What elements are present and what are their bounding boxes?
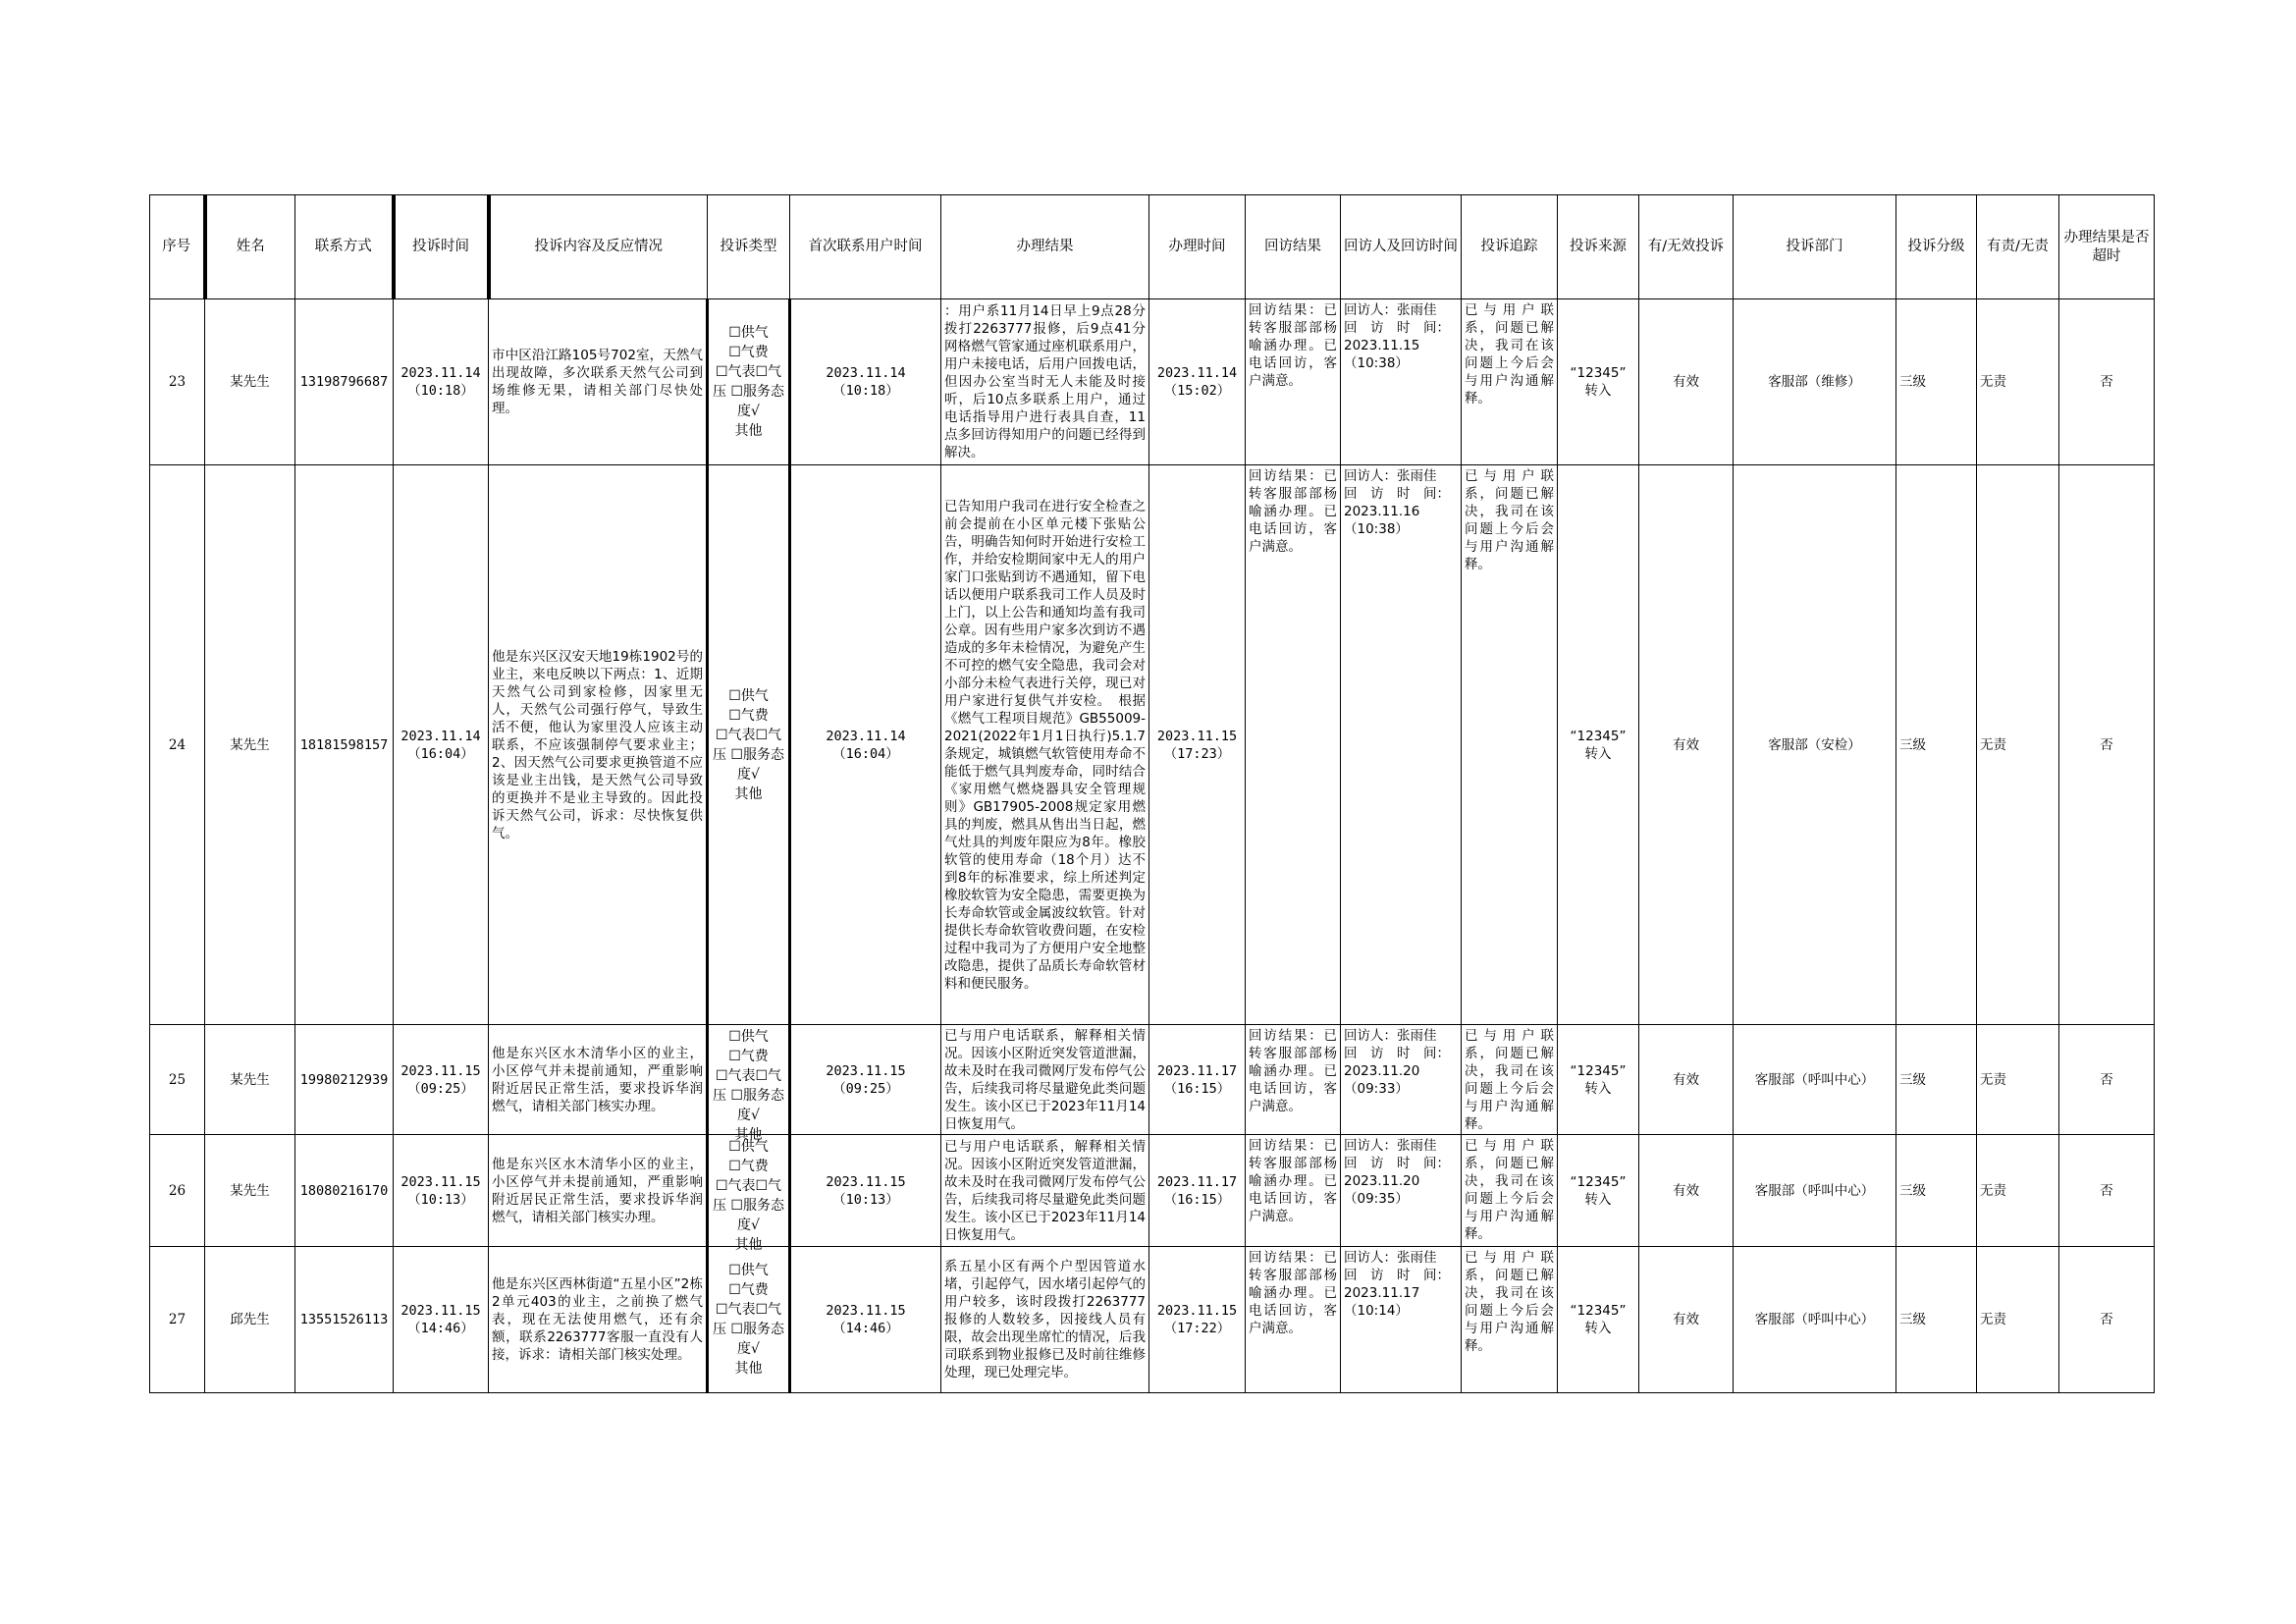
header-cell: 首次联系用户时间 xyxy=(790,195,941,299)
liability xyxy=(1977,1135,2059,1247)
complaint-content xyxy=(489,1025,708,1135)
customer-phone xyxy=(295,1247,394,1393)
complaint-tracking-text: 已与用户联系，问题已解决，我司在该问题上今后会与用户沟通解释。 xyxy=(1465,1138,1554,1242)
complaint-tracking-text: 已与用户联系，问题已解决，我司在该问题上今后会与用户沟通解释。 xyxy=(1465,1028,1554,1132)
table-row xyxy=(150,465,2155,1025)
department xyxy=(1734,1247,1896,1393)
complaint-type-text: ☐供气 ☐气费 ☐气表☐气压 ☐服务态度√ 其他 xyxy=(712,1263,784,1377)
department xyxy=(1734,465,1896,1025)
row-number-text: 26 xyxy=(168,1182,187,1199)
complaint-table xyxy=(149,194,2155,1393)
customer-phone xyxy=(295,1025,394,1135)
customer-name xyxy=(205,465,295,1025)
customer-phone-text: 19980212939 xyxy=(299,1071,389,1088)
complaint-time-text: 2023.11.15 （10:13） xyxy=(400,1173,481,1208)
customer-phone xyxy=(295,299,394,465)
complaint-source-text: “12345” 转入 xyxy=(1570,1303,1627,1336)
complaint-content-text: 他是东兴区水木清华小区的业主，小区停气并未提前通知，严重影响附近居民正常生活，要求投诉华润燃气，请相关部门核实办理。 xyxy=(492,1156,703,1225)
handling-result-text: 系五星小区有两个户型因管道水堵，引起停气，因水堵引起停气的用户较多，该时段拨打2263777报修的人数较多，因接线人员有限，故会出现坐席忙的情况，后我司联系到物业报修已及时前往维修处理，现已处理完毕。 xyxy=(944,1259,1146,1380)
complaint-source xyxy=(1558,1135,1639,1247)
complaint-tracking-text: 已与用户联系，问题已解决，我司在该问题上今后会与用户沟通解释。 xyxy=(1465,468,1554,572)
complaint-level-text: 三级 xyxy=(1899,1182,1926,1199)
overtime-flag-text: 否 xyxy=(2100,1071,2113,1088)
complaint-content xyxy=(489,1135,708,1247)
header-cell: 投诉追踪 xyxy=(1462,195,1558,299)
header-cell: 办理结果 xyxy=(941,195,1149,299)
row-number xyxy=(150,299,205,465)
row-number-text: 25 xyxy=(168,1071,187,1088)
complaint-content-text: 他是东兴区西林街道“五星小区”2栋2单元403的业主，之前换了燃气表，现在无法使用燃气，还有余额，联系2263777客服一直没有人接，诉求：请相关部门核实处理。 xyxy=(492,1276,703,1363)
customer-phone-text: 13198796687 xyxy=(299,374,389,390)
handling-time xyxy=(1149,1247,1246,1393)
complaint-time xyxy=(394,299,489,465)
complaint-level xyxy=(1896,1025,1977,1135)
visitor-and-time-text: 回访人：张雨佳 回 访 时 间： 2023.11.17 （10:14） xyxy=(1344,1250,1450,1319)
department-text: 客服部（安检） xyxy=(1768,736,1861,753)
table-row xyxy=(150,1135,2155,1247)
department xyxy=(1734,1135,1896,1247)
complaint-level xyxy=(1896,465,1977,1025)
handling-result-text: 已与用户电话联系，解释相关情况。因该小区附近突发管道泄漏，故未及时在我司微网厅发布停气公告，后续我司将尽量避免此类问题发生。该小区已于2023年11月14日恢复用气。 xyxy=(944,1028,1146,1132)
liability xyxy=(1977,299,2059,465)
complaint-content-text: 他是东兴区水木清华小区的业主，小区停气并未提前通知，严重影响附近居民正常生活，要求投诉华润燃气，请相关部门核实办理。 xyxy=(492,1045,703,1114)
department-text: 客服部（呼叫中心） xyxy=(1754,1312,1875,1327)
complaint-time-text: 2023.11.14 （16:04） xyxy=(400,728,481,762)
complaint-time xyxy=(394,1025,489,1135)
header-cell: 回访人及回访时间 xyxy=(1341,195,1462,299)
handling-result xyxy=(941,1247,1149,1393)
visit-result xyxy=(1246,465,1341,1025)
visitor-and-time-text: 回访人：张雨佳 回 访 时 间： 2023.11.20 （09:33） xyxy=(1344,1028,1450,1097)
header-cell: 投诉来源 xyxy=(1558,195,1639,299)
complaint-tracking xyxy=(1462,1135,1558,1247)
customer-name-text: 某先生 xyxy=(230,1182,270,1199)
visitor-and-time xyxy=(1341,1025,1462,1135)
overtime-flag-text: 否 xyxy=(2100,374,2113,390)
first-contact-time-text: 2023.11.15 （09:25） xyxy=(826,1062,906,1097)
complaint-time-text: 2023.11.15 （09:25） xyxy=(400,1062,481,1097)
customer-phone xyxy=(295,1135,394,1247)
handling-time-text: 2023.11.15 （17:23） xyxy=(1156,728,1238,762)
first-contact-time xyxy=(790,465,941,1025)
handling-time-text: 2023.11.17 （16:15） xyxy=(1156,1062,1238,1097)
first-contact-time xyxy=(790,1247,941,1393)
complaint-source-text: “12345” 转入 xyxy=(1570,1173,1627,1208)
liability xyxy=(1977,465,2059,1025)
overtime-flag-text: 否 xyxy=(2100,1312,2113,1327)
visit-result-text: 回访结果：已转客服部部杨喻涵办理。已电话回访，客户满意。 xyxy=(1249,468,1337,555)
visitor-and-time-text: 回访人：张雨佳 回 访 时 间： 2023.11.16 （10:38） xyxy=(1344,468,1450,537)
complaint-source xyxy=(1558,1247,1639,1393)
first-contact-time xyxy=(790,299,941,465)
complaint-content xyxy=(489,465,708,1025)
row-number xyxy=(150,465,205,1025)
liability-text: 无责 xyxy=(1980,1182,2006,1199)
header-cell: 序号 xyxy=(150,195,205,299)
visit-result xyxy=(1246,1025,1341,1135)
complaint-type xyxy=(708,465,790,1025)
customer-name-text: 某先生 xyxy=(230,1071,270,1088)
customer-name-text: 邱先生 xyxy=(230,1312,270,1327)
customer-name xyxy=(205,1135,295,1247)
validity xyxy=(1639,465,1734,1025)
complaint-source-text: “12345” 转入 xyxy=(1570,365,1627,399)
customer-name xyxy=(205,299,295,465)
header-cell: 投诉类型 xyxy=(708,195,790,299)
handling-result-text: 已与用户电话联系，解释相关情况。因该小区附近突发管道泄漏，故未及时在我司微网厅发布停气公告，后续我司将尽量避免此类问题发生。该小区已于2023年11月14日恢复用气。 xyxy=(944,1138,1146,1243)
visit-result xyxy=(1246,299,1341,465)
validity-text: 有效 xyxy=(1673,1182,1699,1199)
row-number-text: 23 xyxy=(168,374,187,390)
complaint-tracking xyxy=(1462,465,1558,1025)
complaint-content-text: 市中区沿江路105号702室，天然气出现故障，多次联系天然气公司到场维修无果，请相关部门尽快处理。 xyxy=(492,348,703,416)
table-row xyxy=(150,299,2155,465)
validity-text: 有效 xyxy=(1673,736,1699,753)
department xyxy=(1734,1025,1896,1135)
header-cell: 投诉时间 xyxy=(394,195,489,299)
row-number xyxy=(150,1247,205,1393)
table-row xyxy=(150,1247,2155,1393)
complaint-tracking-text: 已与用户联系，问题已解决，我司在该问题上今后会与用户沟通解释。 xyxy=(1465,1250,1554,1354)
customer-name xyxy=(205,1025,295,1135)
liability-text: 无责 xyxy=(1980,1312,2006,1327)
handling-time-text: 2023.11.17 （16:15） xyxy=(1156,1173,1238,1208)
complaint-source xyxy=(1558,465,1639,1025)
complaint-level xyxy=(1896,299,1977,465)
first-contact-time-text: 2023.11.15 （10:13） xyxy=(826,1173,906,1208)
header-cell: 投诉内容及反应情况 xyxy=(489,195,708,299)
department-text: 客服部（呼叫中心） xyxy=(1754,1182,1875,1199)
complaint-type xyxy=(708,1247,790,1393)
complaint-type xyxy=(708,1025,790,1143)
complaint-level-text: 三级 xyxy=(1899,1071,1926,1088)
visitor-and-time xyxy=(1341,299,1462,465)
overtime-flag-text: 否 xyxy=(2100,1182,2113,1199)
complaint-level-text: 三级 xyxy=(1899,1312,1926,1327)
handling-time xyxy=(1149,1025,1246,1135)
complaint-time-text: 2023.11.14 （10:18） xyxy=(400,365,481,399)
complaint-type-text: ☐供气 ☐气费 ☐气表☐气压 ☐服务态度√ 其他 xyxy=(712,1139,784,1253)
handling-result xyxy=(941,1135,1149,1247)
row-number xyxy=(150,1025,205,1135)
complaint-source-text: “12345” 转入 xyxy=(1570,1062,1627,1097)
complaint-content-text: 他是东兴区汉安天地19栋1902号的业主，来电反映以下两点：1、近期天然气公司到家检修，因家里无人，天然气公司强行停气，导致生活不便，他认为家里没人应该主动联系，不应该强制停气要求业主；2、因天然气公司要求更换管道不应该是业主出钱，是天然气公司导致的更换并不是业主导致的。因此投诉天然气公司，诉求：尽快恢复供气。 xyxy=(492,648,703,841)
visitor-and-time xyxy=(1341,1135,1462,1247)
row-number-text: 27 xyxy=(168,1312,187,1327)
complaint-source xyxy=(1558,1025,1639,1135)
customer-phone xyxy=(295,465,394,1025)
complaint-level-text: 三级 xyxy=(1899,736,1926,753)
visit-result xyxy=(1246,1247,1341,1393)
liability-text: 无责 xyxy=(1980,736,2006,753)
complaint-type xyxy=(708,299,790,465)
overtime-flag xyxy=(2059,1247,2155,1393)
customer-phone-text: 18181598157 xyxy=(299,736,389,753)
overtime-flag xyxy=(2059,465,2155,1025)
complaint-level-text: 三级 xyxy=(1899,374,1926,390)
customer-name xyxy=(205,1247,295,1393)
header-cell: 投诉分级 xyxy=(1896,195,1977,299)
visitor-and-time xyxy=(1341,1247,1462,1393)
visitor-and-time-text: 回访人：张雨佳 回 访 时 间： 2023.11.20 （09:35） xyxy=(1344,1138,1450,1207)
handling-time xyxy=(1149,465,1246,1025)
complaint-time xyxy=(394,1135,489,1247)
complaint-time-text: 2023.11.15 （14:46） xyxy=(400,1303,481,1336)
first-contact-time-text: 2023.11.14 （16:04） xyxy=(826,728,906,762)
department-text: 客服部（维修） xyxy=(1768,374,1861,390)
header-row xyxy=(150,195,2155,299)
visit-result-text: 回访结果：已转客服部部杨喻涵办理。已电话回访，客户满意。 xyxy=(1249,1138,1337,1224)
visit-result-text: 回访结果：已转客服部部杨喻涵办理。已电话回访，客户满意。 xyxy=(1249,1250,1337,1336)
table-body xyxy=(150,299,2155,1393)
liability-text: 无责 xyxy=(1980,1071,2006,1088)
table-row xyxy=(150,1025,2155,1135)
liability xyxy=(1977,1247,2059,1393)
row-number xyxy=(150,1135,205,1247)
complaint-type-text: ☐供气 ☐气费 ☐气表☐气压 ☐服务态度√ 其他 xyxy=(712,1029,784,1143)
validity-text: 有效 xyxy=(1673,374,1699,390)
handling-time xyxy=(1149,299,1246,465)
validity xyxy=(1639,1135,1734,1247)
visit-result-text: 回访结果：已转客服部部杨喻涵办理。已电话回访，客户满意。 xyxy=(1249,1028,1337,1114)
visitor-and-time-text: 回访人：张雨佳 回 访 时 间： 2023.11.15 （10:38） xyxy=(1344,302,1450,371)
complaint-time xyxy=(394,1247,489,1393)
complaint-time xyxy=(394,465,489,1025)
validity xyxy=(1639,1025,1734,1135)
handling-result xyxy=(941,465,1149,1025)
complaint-level xyxy=(1896,1135,1977,1247)
complaint-type-text: ☐供气 ☐气费 ☐气表☐气压 ☐服务态度√ 其他 xyxy=(712,325,784,439)
visitor-and-time xyxy=(1341,465,1462,1025)
header-cell: 有责/无责 xyxy=(1977,195,2059,299)
complaint-tracking xyxy=(1462,1247,1558,1393)
first-contact-time-text: 2023.11.14 （10:18） xyxy=(826,365,906,399)
validity-text: 有效 xyxy=(1673,1312,1699,1327)
overtime-flag xyxy=(2059,1135,2155,1247)
visit-result xyxy=(1246,1135,1341,1247)
header-cell: 联系方式 xyxy=(295,195,394,299)
header-cell: 办理结果是否超时 xyxy=(2059,195,2155,299)
complaint-tracking xyxy=(1462,1025,1558,1135)
validity xyxy=(1639,299,1734,465)
department xyxy=(1734,299,1896,465)
overtime-flag xyxy=(2059,1025,2155,1135)
overtime-flag xyxy=(2059,299,2155,465)
complaint-content xyxy=(489,1247,708,1393)
validity-text: 有效 xyxy=(1673,1071,1699,1088)
complaint-source-text: “12345” 转入 xyxy=(1570,728,1627,762)
complaint-level xyxy=(1896,1247,1977,1393)
overtime-flag-text: 否 xyxy=(2100,736,2113,753)
first-contact-time xyxy=(790,1135,941,1247)
department-text: 客服部（呼叫中心） xyxy=(1754,1071,1875,1088)
customer-phone-text: 13551526113 xyxy=(299,1312,389,1327)
visit-result-text: 回访结果：已转客服部部杨喻涵办理。已电话回访，客户满意。 xyxy=(1249,302,1337,389)
complaint-content xyxy=(489,299,708,465)
first-contact-time xyxy=(790,1025,941,1135)
handling-result xyxy=(941,299,1149,465)
header-cell: 姓名 xyxy=(205,195,295,299)
customer-name-text: 某先生 xyxy=(230,374,270,390)
header-cell: 投诉部门 xyxy=(1734,195,1896,299)
header-cell: 有/无效投诉 xyxy=(1639,195,1734,299)
complaint-tracking-text: 已与用户联系，问题已解决，我司在该问题上今后会与用户沟通解释。 xyxy=(1465,302,1554,406)
header-cell: 办理时间 xyxy=(1149,195,1246,299)
handling-result xyxy=(941,1025,1149,1135)
row-number-text: 24 xyxy=(168,736,187,753)
complaint-type-text: ☐供气 ☐气费 ☐气表☐气压 ☐服务态度√ 其他 xyxy=(712,687,784,802)
handling-time xyxy=(1149,1135,1246,1247)
handling-time-text: 2023.11.14 （15:02） xyxy=(1156,365,1238,399)
handling-result-text: ：用户系11月14日早上9点28分拨打2263777报修，后9点41分网格燃气管家通过座机联系用户，用户未接电话，后用户回拨电话，但因办公室当时无人未能及时接听，后10点多联系上用户，通过电话指导用户进行表具自查，11点多回访得知用户的问题已经得到解决。 xyxy=(944,303,1146,460)
liability-text: 无责 xyxy=(1980,374,2006,390)
customer-phone-text: 18080216170 xyxy=(299,1182,389,1199)
first-contact-time-text: 2023.11.15 （14:46） xyxy=(826,1303,906,1336)
handling-time-text: 2023.11.15 （17:22） xyxy=(1156,1303,1238,1336)
liability xyxy=(1977,1025,2059,1135)
handling-result-text: 已告知用户我司在进行安全检查之前会提前在小区单元楼下张贴公告，明确告知何时开始进行安检工作，并给安检期间家中无人的用户家门口张贴到访不遇通知，留下电话以便用户联系我司工作人员及时上门，以上公告和通知均盖有我司公章。因有些用户家多次到访不遇造成的多年未检情况，为避免产生不可控的燃气安全隐患，我司会对小部分未检气表进行关停，现已对用户家进行复供气并安检。 根据《燃气工程项目规范》GB55009-2021(2022年1月1日执行)5.1.7条规定，城镇燃气软管使用寿命不能低于燃气具判废寿命，同时结合《家用燃气燃烧器具安全管理规则》GB17905-2008规定家用燃具的判废，燃具从售出当日起，燃气灶具的判废年限应为8年。橡胶软管的使用寿命（18个月）达不到8年的标准要求，综上所述判定橡胶软管为安全隐患，需要更换为长寿命软管或金属波纹软管。针对提供长寿命软管收费问题，在安检过程中我司为了方便用户安全地整改隐患，提供了品质长寿命软管材料和便民服务。 xyxy=(944,498,1146,992)
complaint-source xyxy=(1558,299,1639,465)
complaint-type xyxy=(708,1135,790,1253)
header-cell: 回访结果 xyxy=(1246,195,1341,299)
customer-name-text: 某先生 xyxy=(230,736,270,753)
complaint-tracking xyxy=(1462,299,1558,465)
validity xyxy=(1639,1247,1734,1393)
